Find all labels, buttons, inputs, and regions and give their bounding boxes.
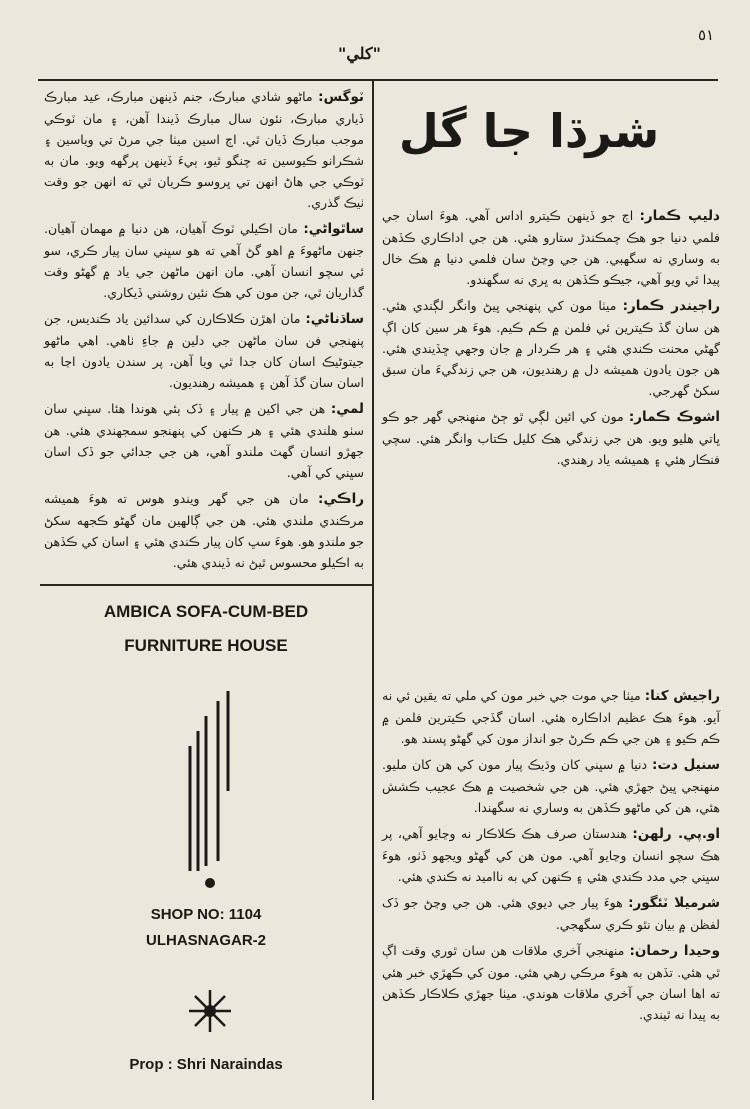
tribute-text: هوءَ پيار جي ديوي هئي. هن جي وڃڻ جو ڏک لفظن ۾ بيان نٿو ڪري سگهجي. — [382, 895, 720, 932]
star-ornament-icon — [185, 986, 235, 1036]
speaker-name: ٽوگس: — [318, 89, 364, 105]
tribute-text: مان اهڙن ڪلاڪارن کي سدائين ياد ڪنديس، جن پنهنجي فن سان ماڻهن جي دلين ۾ جاءِ ٺاهي. اهي ماڻهو جيتوڻيڪ اسان کان جدا ٿي ويا آهن، پر سندن يادون اڃا به اسان سان گڏ آهن ۽ هميشه رهنديون. — [44, 311, 364, 390]
tribute-paragraph — [44, 398, 364, 483]
tribute-text: هن جي اکين ۾ پيار ۽ ڏک ٻئي هوندا هئا. سڀني سان سٺو هلندي هئي ۽ هر ڪنهن کي پنهنجو سمجهندي هئي. هن جهڙو انسان گهٽ ملندو آهي، هن جي جدائي جو ڏک اسان سڀني کي آهي. — [44, 401, 364, 480]
speaker-name: ساٿواڻي: — [303, 221, 364, 237]
speaker-name: اشوڪ ڪمار: — [628, 409, 720, 425]
ad-company-name: AMBICA SOFA-CUM-BED — [103, 602, 309, 621]
tribute-text: هندستان صرف هڪ ڪلاڪار نه وڃايو آهي، پر هڪ سچو انسان وڃايو آهي. مون هن کي گهڻو ويجهو ڏٺو، هوءَ سڀني جي مدد ڪندي هئي ۽ ڪنهن کي به نااميد نه ڪندي هئي. — [382, 826, 720, 884]
tribute-paragraph — [382, 205, 720, 290]
tribute-text: دنيا ۾ سڀني کان وڌيڪ پيار مون کي هن کان مليو. منهنجي ڀيڻ جهڙي هئي. هن جي شخصيت ۾ هڪ عجيب ڪشش هئي، هن کي ماڻهو ڪڏهن به وساري نه سگهندا. — [382, 757, 720, 815]
tribute-paragraph — [44, 488, 364, 573]
speaker-name: راجيندر ڪمار: — [622, 298, 720, 314]
tribute-text: ميٺا مون کي پنهنجي ڀيڻ وانگر لڳندي هئي. هن سان گڏ ڪيترين ئي فلمن ۾ ڪم ڪيم. هوءَ هر سين کان اڳ گهڻي محنت ڪندي هئي ۽ هر ڪردار ۾ جان وجهي ڇڏيندي هئي. هن جون يادون هميشه دل ۾ رهنديون، هن جي زندگيءَ مان سبق سکڻ گهرجي. — [382, 298, 720, 398]
running-head: "کلي" — [338, 44, 381, 63]
tribute-paragraph — [44, 308, 364, 393]
page-number: ٥١ — [698, 26, 715, 44]
ad-location: ULHASNAGAR-2 — [146, 932, 266, 949]
tribute-paragraph — [382, 406, 720, 470]
tribute-text: مان هن جي گهر ويندو هوس ته هوءَ هميشه مرڪندي ملندي هئي. هن جي ڳالهين مان گهڻو ڪجهه سکڻ جو ملندو هو. هوءَ سڀ کان پيار ڪندي هئي ۽ اسان کي ڪڏهن به اڪيلو محسوس ٿيڻ نه ڏيندي هئي. — [44, 491, 364, 570]
speaker-name: راجيش کنا: — [644, 688, 720, 704]
top-rule — [38, 79, 718, 81]
ad-company-subtitle: FURNITURE HOUSE — [124, 636, 288, 655]
ad-shop-number: SHOP NO: 1104 — [150, 906, 262, 923]
speaker-name: راڪي: — [318, 491, 364, 507]
sofa-illustration — [40, 671, 372, 901]
speaker-name: دليپ ڪمار: — [639, 208, 720, 224]
speaker-name: سنيل دت: — [652, 757, 720, 773]
speaker-name: لمي: — [330, 401, 364, 417]
right-column-bottom — [382, 685, 720, 1030]
article-title: شرڌا جا گل — [398, 104, 660, 158]
speaker-name: او.پي. رلهن: — [632, 826, 720, 842]
tribute-paragraph — [382, 892, 720, 935]
right-column — [382, 205, 720, 475]
speaker-name: شرميلا ٽئگور: — [628, 895, 720, 911]
tribute-text: مون کي ائين لڳي ٿو ڄڻ منهنجي گهر جو ڪو ڀاتي هليو ويو. هن جي زندگي هڪ کليل ڪتاب وانگر هئي. سچي فنڪار هئي ۽ هميشه ياد رهندي. — [382, 409, 720, 467]
tribute-paragraph — [382, 685, 720, 749]
advertisement — [40, 586, 372, 1106]
tribute-text: ماڻهو شادي مبارڪ، جنم ڏينهن مبارڪ، عيد مبارڪ ڏياري مبارڪ، نئون سال مبارڪ ڏيندا آهن، ۽ مان ٽوڪي موجب مبارڪ ڏيان ٿي. اڄ اسين ميٺا جي مرڻ تي وياسين ۽ شڪرانو ڪيوسين ته چنگو ٿيو، ٻيءَ ڏينهن پرگهه ويو. مان به ٽوڪي جي هاڻ انهن تي ڀروسو ڪريان ٿي ته انهن جو وقت ٺيڪ گذري. — [44, 89, 364, 210]
tribute-paragraph — [382, 295, 720, 401]
tribute-text: منهنجي آخري ملاقات هن سان ٿوري وقت اڳ ٿي هئي. تڏهن به هوءَ مرڪي رهي هئي. مون کي ڪهڙي خبر هئي ته اها اسان جي آخري ملاقات هوندي. ميٺا جهڙي ڪلاڪار ڪڏهن به پيدا نه ٿيندي. — [382, 943, 720, 1022]
speaker-name: ساڌناڻي: — [305, 311, 364, 327]
speaker-name: وحيدا رحمان: — [629, 943, 720, 959]
tribute-paragraph — [382, 823, 720, 887]
column-divider — [372, 80, 374, 1100]
left-column — [44, 86, 364, 578]
ad-proprietor: Prop : Shri Naraindas — [129, 1056, 283, 1073]
tribute-paragraph — [382, 754, 720, 818]
tribute-paragraph — [382, 940, 720, 1025]
tribute-text: ميٺا جي موت جي خبر مون کي ملي ته يقين ئي نه آيو. هوءَ هڪ عظيم اداڪاره هئي. اسان گڏجي ڪيترين فلمن ۾ ڪم ڪيو ۽ هن جي ڪم ڪرڻ جو انداز مون کي گهڻو پسند هو. — [382, 688, 720, 746]
tribute-text: مان اڪيلي ٽوڪ آهيان، هن دنيا ۾ مهمان آهيان. جنهن ماڻهوءَ ۾ اهو گڻ آهي ته هو سڀني سان پيار ڪري، سو ئي سچو انسان آهي. مان انهن ماڻهن جي ياد ۾ گهڻو وقت گذاريان ٿي، جن مون کي هڪ نئين روشني ڏيکاري. — [44, 221, 364, 300]
tribute-paragraph — [44, 86, 364, 213]
tribute-paragraph — [44, 218, 364, 303]
ornament-icon — [200, 873, 220, 893]
tribute-text: اڄ جو ڏينهن ڪيترو اداس آهي. هوءَ اسان جي فلمي دنيا جو هڪ چمڪندڙ ستارو هئي. هن جي اداڪاري ڪڏهن به وساري نه سگهبي. هن جي وڃڻ سان فلمي دنيا ۾ هڪ خال پيدا ٿي ويو آهي، جيڪو ڪڏهن به ڀري نه سگهندو. — [382, 208, 720, 287]
